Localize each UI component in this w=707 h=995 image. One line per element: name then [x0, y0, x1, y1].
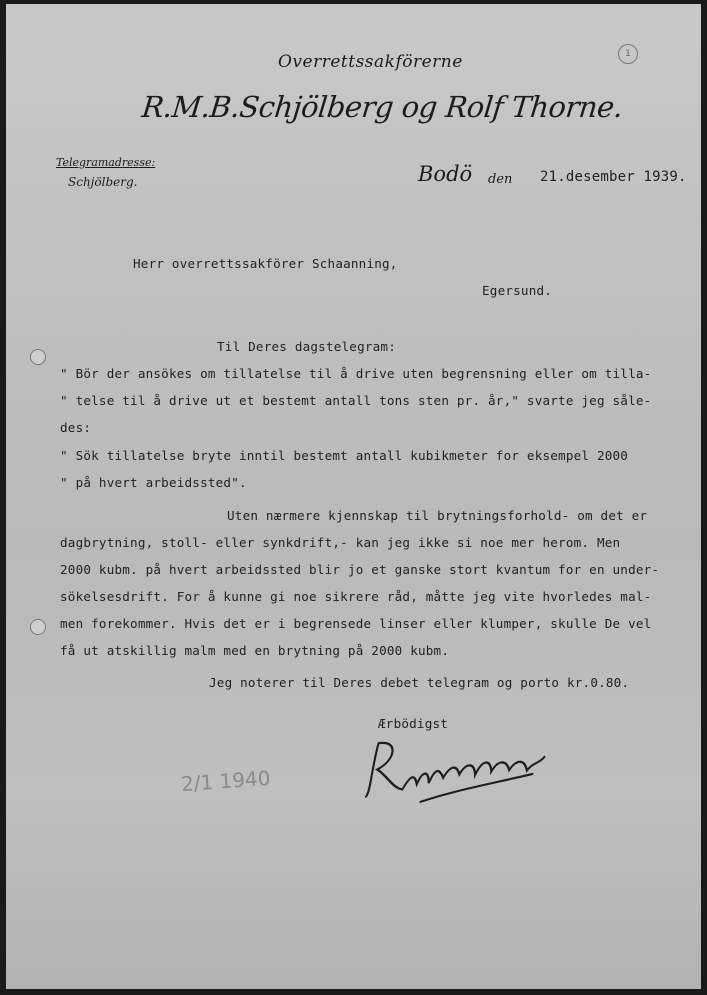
letter-place: Bodö	[418, 162, 473, 186]
telegram-address-label: Telegramadresse:	[56, 156, 156, 169]
pencil-annotation: 2/1 1940	[180, 765, 272, 797]
closing-salutation: Ærbödigst	[378, 716, 449, 731]
body-line: " Bör der ansökes om tillatelse til å drive uten begrensning eller om tilla-	[60, 366, 652, 381]
body-line: des:	[60, 420, 92, 435]
body-line: " telse til å drive ut et bestemt antall tons sten pr. år," svarte jeg såle-	[60, 393, 652, 408]
telegram-address: Schjölberg.	[68, 175, 138, 189]
body-line: sökelsesdrift. For å kunne gi noe sikrere råd, måtte jeg vite hvorledes mal-	[60, 589, 652, 604]
corner-page-mark: 1	[618, 44, 638, 64]
recipient-name: Herr overrettssakförer Schaanning,	[133, 256, 398, 271]
body-line: få ut atskillig malm med en brytning på 2000 kubm.	[60, 643, 450, 658]
body-line: men forekommer. Hvis det er i begrensede linser eller klumper, skulle De vel	[60, 616, 652, 631]
body-line: Jeg noterer til Deres debet telegram og porto kr.0.80.	[209, 675, 630, 690]
body-line: Uten nærmere kjennskap til brytningsforhold- om det er	[227, 508, 648, 523]
letter-page	[6, 4, 701, 989]
punch-hole-top	[30, 349, 46, 365]
signature-stroke	[360, 715, 559, 813]
letter-date-word: den	[488, 172, 513, 187]
punch-hole-bottom	[30, 619, 46, 635]
letterhead-title: Overrettssakförerne	[278, 52, 463, 72]
body-line: " på hvert arbeidssted".	[60, 475, 247, 490]
letter-date: 21.desember 1939.	[540, 169, 687, 185]
body-line: dagbrytning, stoll- eller synkdrift,- kan jeg ikke si noe mer herom. Men	[60, 535, 621, 550]
letterhead-firm-name: R.M.B.Schjölberg og Rolf Thorne.	[140, 90, 625, 124]
body-line: 2000 kubm. på hvert arbeidssted blir jo et ganske stort kvantum for en under-	[60, 562, 660, 577]
recipient-city: Egersund.	[482, 283, 553, 298]
body-line: Til Deres dagstelegram:	[217, 339, 396, 354]
body-line: " Sök tillatelse bryte inntil bestemt antall kubikmeter for eksempel 2000	[60, 448, 629, 463]
